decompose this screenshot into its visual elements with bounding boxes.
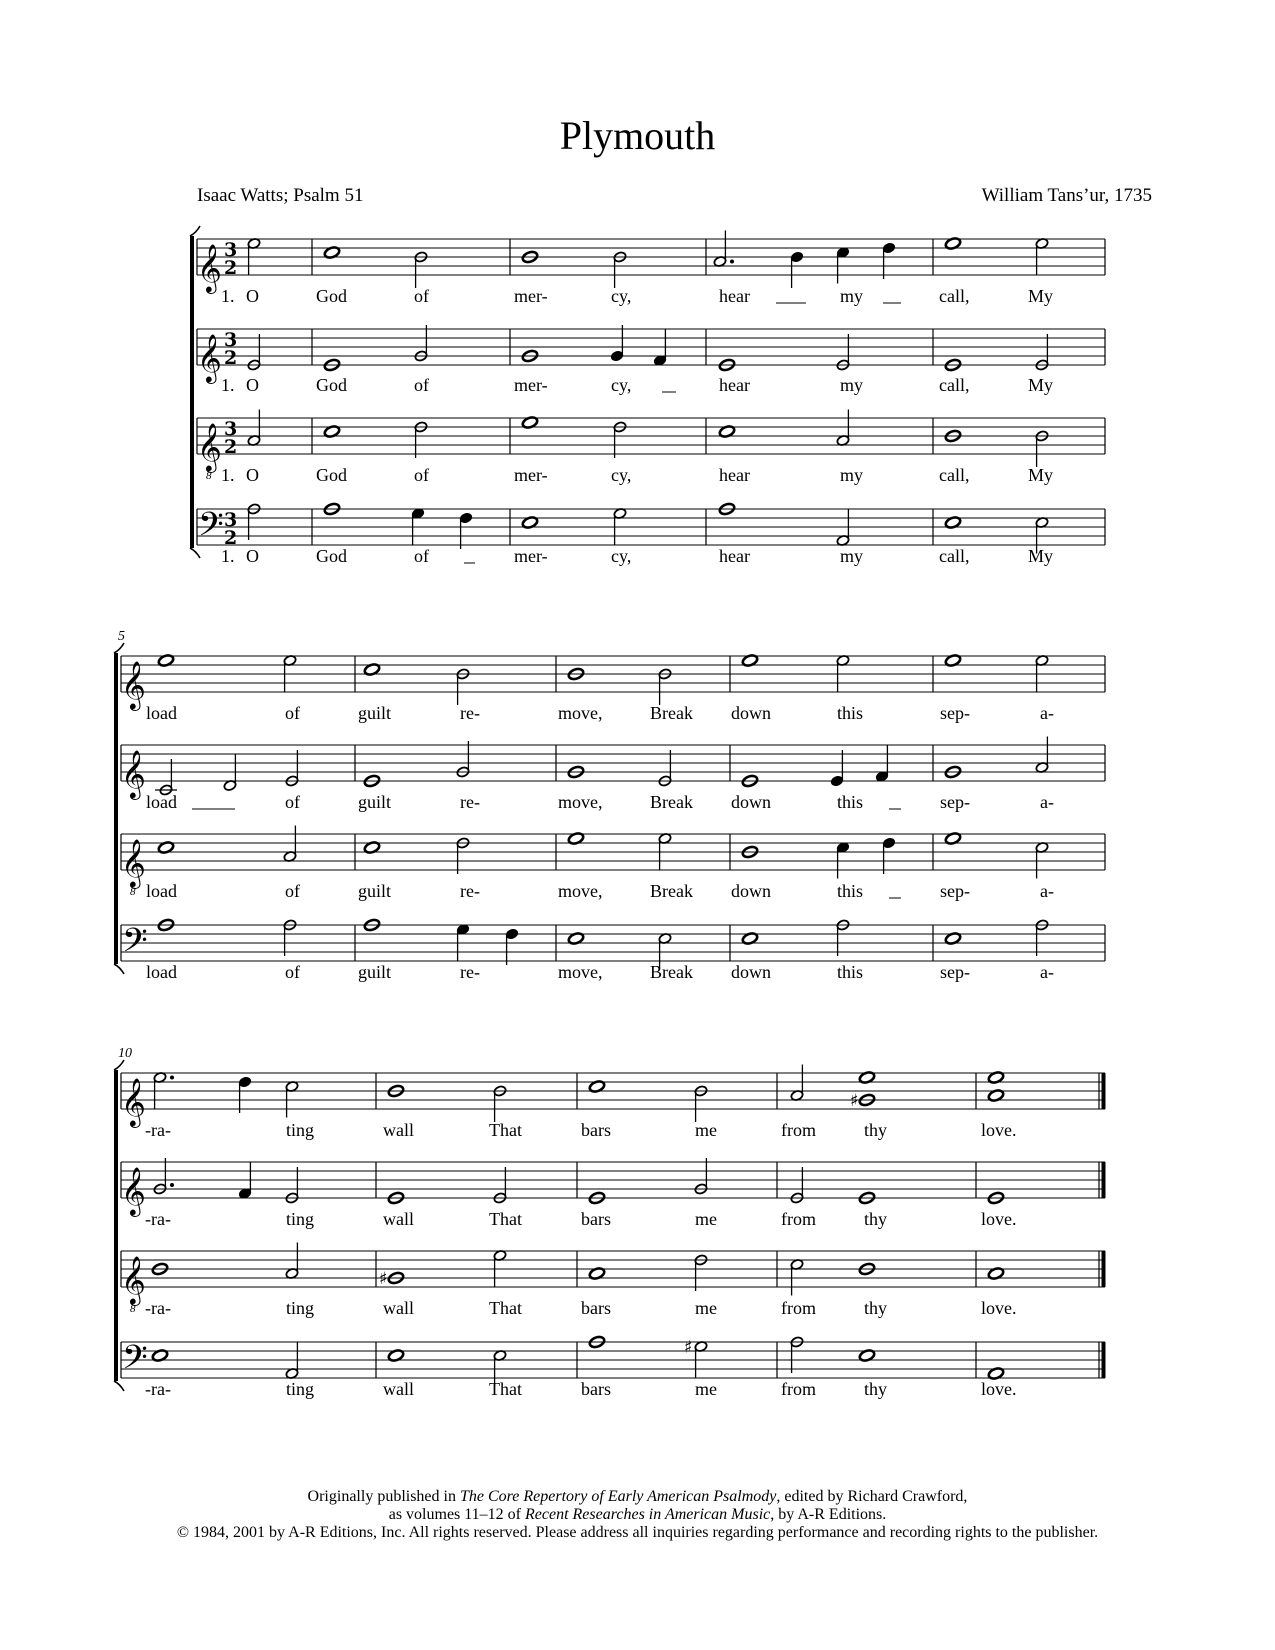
time-signature-denominator: 2 xyxy=(224,347,238,369)
svg-text:𝄞: 𝄞 xyxy=(121,749,146,798)
time-signature-denominator: 2 xyxy=(224,436,238,458)
treble-clef-icon xyxy=(121,1077,146,1128)
lyric-syllable: My xyxy=(1028,375,1054,395)
lyric-syllable: this xyxy=(837,703,864,723)
svg-text:𝄢: 𝄢 xyxy=(122,1339,148,1385)
note xyxy=(285,1167,299,1204)
lyric-syllable: God xyxy=(316,546,347,566)
lyric-syllable: That xyxy=(489,1298,522,1318)
note xyxy=(459,512,473,549)
lyric-syllable: of xyxy=(285,792,300,812)
note xyxy=(882,837,896,874)
note xyxy=(285,1080,299,1117)
lyric-syllable: move, xyxy=(558,962,603,982)
lyric-syllable: God xyxy=(316,465,347,485)
lyric-syllable: move, xyxy=(558,881,603,901)
note xyxy=(285,750,299,787)
lyric-syllable: 1. xyxy=(221,286,235,306)
lyric-syllable: mer- xyxy=(514,546,548,566)
lyric-syllable: ting xyxy=(286,1298,315,1318)
bass-clef-icon xyxy=(122,922,148,968)
lyric-syllable: ting xyxy=(286,1120,315,1140)
note xyxy=(1035,237,1049,274)
lyric-syllable: hear xyxy=(719,465,750,485)
note xyxy=(247,410,261,447)
lyric-syllable: a- xyxy=(1040,703,1054,723)
lyric-syllable: wall xyxy=(383,1298,414,1318)
lyric-syllable: My xyxy=(1028,286,1054,306)
note xyxy=(493,1085,507,1122)
note xyxy=(1035,841,1049,878)
lyric-syllable: cy, xyxy=(611,546,632,566)
note xyxy=(1035,919,1049,956)
note xyxy=(694,1254,708,1291)
alto-clef-icon xyxy=(121,749,146,800)
lyric-syllable: of xyxy=(414,375,429,395)
note xyxy=(790,1336,804,1373)
lyric-syllable: this xyxy=(837,881,864,901)
lyric-syllable: from xyxy=(781,1298,816,1318)
lyric-syllable: wall xyxy=(383,1209,414,1229)
lyric-syllable: my xyxy=(840,286,864,306)
lyric-syllable: re- xyxy=(460,703,480,723)
lyric-syllable: -ra- xyxy=(145,1209,171,1229)
lyric-syllable: of xyxy=(414,465,429,485)
page-title: Plymouth xyxy=(559,113,716,158)
note xyxy=(456,741,470,778)
lyric-syllable: down xyxy=(731,881,771,901)
lyric-syllable: 1. xyxy=(221,546,235,566)
svg-text:8: 8 xyxy=(130,886,136,898)
lyric-syllable: sep- xyxy=(940,703,970,723)
time-signature-numerator: 3 xyxy=(224,509,238,531)
alto-clef-icon xyxy=(197,333,222,384)
lyric-syllable: ting xyxy=(286,1209,315,1229)
lyric-syllable: Break xyxy=(650,703,693,723)
note xyxy=(790,251,804,288)
bracket-hook-top xyxy=(114,1060,124,1070)
lyric-syllable: hear xyxy=(719,546,750,566)
note xyxy=(836,841,850,878)
note xyxy=(414,421,428,458)
lyric-syllable: love. xyxy=(981,1379,1017,1399)
note xyxy=(850,1091,876,1111)
lyric-syllable: My xyxy=(1028,465,1054,485)
lyric-syllable: down xyxy=(731,792,771,812)
composer-credit: William Tans’ur, 1735 xyxy=(981,185,1152,206)
note xyxy=(830,750,844,787)
note xyxy=(456,668,470,705)
svg-text:♯: ♯ xyxy=(684,1337,693,1358)
note xyxy=(613,251,627,288)
lyric-syllable: sep- xyxy=(940,881,970,901)
tenor-clef-icon xyxy=(121,838,146,898)
note xyxy=(613,507,627,544)
lyric-syllable: Break xyxy=(650,792,693,812)
lyric-syllable: guilt xyxy=(358,792,392,812)
footer xyxy=(0,1488,1275,1542)
lyric-syllable: down xyxy=(731,962,771,982)
note xyxy=(493,1167,507,1204)
lyric-syllable: 1. xyxy=(221,465,235,485)
lyric-syllable: from xyxy=(781,1379,816,1399)
time-signature-numerator: 3 xyxy=(224,418,238,440)
svg-text:𝄞: 𝄞 xyxy=(197,422,222,471)
time-signature-denominator: 2 xyxy=(224,527,238,549)
note xyxy=(790,1167,804,1204)
lyric-syllable: thy xyxy=(864,1379,888,1399)
footer-line-3: © 1984, 2001 by A-R Editions, Inc. All rights reserved. Please address all inquiries regarding performance and recording rights to the publisher. xyxy=(176,1524,1099,1541)
lyric-syllable: hear xyxy=(719,286,750,306)
lyric-syllable: love. xyxy=(981,1209,1017,1229)
lyric-syllable: me xyxy=(695,1120,717,1140)
lyric-syllable: me xyxy=(695,1298,717,1318)
lyric-syllable: thy xyxy=(864,1298,888,1318)
lyric-syllable: from xyxy=(781,1209,816,1229)
note xyxy=(836,919,850,956)
svg-text:𝄢: 𝄢 xyxy=(198,506,224,552)
lyric-syllable: me xyxy=(695,1379,717,1399)
lyric-syllable: load xyxy=(146,792,177,812)
svg-text:𝄞: 𝄞 xyxy=(197,243,222,292)
note xyxy=(836,654,850,691)
note xyxy=(379,1269,405,1289)
lyric-syllable: call, xyxy=(939,375,970,395)
treble-clef-icon xyxy=(197,243,222,294)
lyric-syllable: love. xyxy=(981,1298,1017,1318)
time-signature-numerator: 3 xyxy=(224,239,238,261)
lyric-syllable: bars xyxy=(581,1298,611,1318)
lyric-syllable: O xyxy=(246,546,259,566)
note xyxy=(493,1249,507,1286)
note xyxy=(283,654,297,691)
note xyxy=(694,1085,708,1122)
lyric-syllable: hear xyxy=(719,375,750,395)
svg-text:𝄢: 𝄢 xyxy=(122,922,148,968)
note xyxy=(658,750,672,787)
note xyxy=(155,759,177,796)
lyric-syllable: -ra- xyxy=(145,1120,171,1140)
lyric-syllable: me xyxy=(695,1209,717,1229)
note xyxy=(1035,737,1049,774)
note xyxy=(223,755,237,792)
note xyxy=(613,421,627,458)
lyric-syllable: guilt xyxy=(358,881,392,901)
lyric-syllable: bars xyxy=(581,1209,611,1229)
note xyxy=(414,251,428,288)
alto-clef-icon xyxy=(121,1166,146,1217)
bracket-hook-top xyxy=(190,226,200,236)
svg-text:𝄞: 𝄞 xyxy=(121,1077,146,1126)
time-signature-denominator: 2 xyxy=(224,257,238,279)
note xyxy=(836,334,850,371)
lyric-syllable: wall xyxy=(383,1120,414,1140)
lyric-syllable: from xyxy=(781,1120,816,1140)
lyric-syllable: My xyxy=(1028,546,1054,566)
lyric-syllable: That xyxy=(489,1379,522,1399)
lyric-syllable: -ra- xyxy=(145,1379,171,1399)
lyric-syllable: call, xyxy=(939,286,970,306)
lyric-syllable: -ra- xyxy=(145,1298,171,1318)
lyric-syllable: thy xyxy=(864,1209,888,1229)
note xyxy=(247,503,261,540)
svg-text:𝄞: 𝄞 xyxy=(121,838,146,887)
note xyxy=(411,507,425,544)
note xyxy=(790,1065,804,1102)
lyric-syllable: this xyxy=(837,792,864,812)
time-signature-numerator: 3 xyxy=(224,329,238,351)
lyric-syllable: wall xyxy=(383,1379,414,1399)
lyric-syllable: cy, xyxy=(611,375,632,395)
bracket-hook-top xyxy=(114,643,124,653)
lyric-syllable: call, xyxy=(939,546,970,566)
note xyxy=(694,1158,708,1195)
lyric-syllable: mer- xyxy=(514,375,548,395)
note xyxy=(1035,654,1049,691)
measure-number: 5 xyxy=(118,629,125,644)
lyric-syllable: move, xyxy=(558,703,603,723)
note xyxy=(456,837,470,874)
note xyxy=(836,510,850,547)
lyric-syllable: call, xyxy=(939,465,970,485)
lyric-syllable: That xyxy=(489,1120,522,1140)
lyric-syllable: my xyxy=(840,546,864,566)
lyric-syllable: re- xyxy=(460,881,480,901)
note xyxy=(238,1163,252,1200)
note xyxy=(238,1076,252,1113)
note xyxy=(505,928,519,965)
note xyxy=(285,1243,299,1280)
note xyxy=(153,1158,174,1195)
poet-credit: Isaac Watts; Psalm 51 xyxy=(197,185,364,206)
note xyxy=(610,325,624,362)
lyric-syllable: a- xyxy=(1040,881,1054,901)
treble-clef-icon xyxy=(121,660,146,711)
lyric-syllable: mer- xyxy=(514,465,548,485)
lyric-syllable: sep- xyxy=(940,792,970,812)
lyric-syllable: my xyxy=(840,465,864,485)
svg-text:8: 8 xyxy=(130,1303,136,1315)
note xyxy=(882,242,896,279)
lyric-syllable: load xyxy=(146,962,177,982)
lyric-syllable: Break xyxy=(650,881,693,901)
tenor-clef-icon xyxy=(121,1255,146,1315)
note xyxy=(653,330,667,367)
lyric-syllable: sep- xyxy=(940,962,970,982)
svg-text:♯: ♯ xyxy=(379,1269,388,1289)
note xyxy=(836,246,850,283)
svg-text:8: 8 xyxy=(206,470,212,482)
lyric-syllable: re- xyxy=(460,962,480,982)
note xyxy=(283,826,297,863)
note xyxy=(153,1071,174,1108)
note xyxy=(285,1343,299,1380)
note xyxy=(283,919,297,956)
lyric-syllable: That xyxy=(489,1209,522,1229)
note xyxy=(456,923,470,960)
note xyxy=(875,746,889,783)
lyric-syllable: a- xyxy=(1040,792,1054,812)
note xyxy=(414,325,428,362)
lyric-syllable: O xyxy=(246,286,259,306)
lyric-syllable: this xyxy=(837,962,864,982)
lyric-syllable: re- xyxy=(460,792,480,812)
note xyxy=(1035,334,1049,371)
lyric-syllable: O xyxy=(246,465,259,485)
svg-text:♯: ♯ xyxy=(850,1091,859,1111)
note xyxy=(790,1258,804,1295)
lyric-syllable: 1. xyxy=(221,375,235,395)
lyric-syllable: of xyxy=(414,546,429,566)
lyric-syllable: mer- xyxy=(514,286,548,306)
note xyxy=(658,832,672,869)
note xyxy=(684,1338,708,1378)
lyric-syllable: load xyxy=(146,703,177,723)
svg-text:𝄞: 𝄞 xyxy=(121,1166,146,1215)
lyric-syllable: of xyxy=(285,881,300,901)
lyric-syllable: ting xyxy=(286,1379,315,1399)
svg-text:𝄞: 𝄞 xyxy=(121,1255,146,1304)
lyric-syllable: cy, xyxy=(611,465,632,485)
lyric-syllable: guilt xyxy=(358,962,392,982)
lyric-syllable: of xyxy=(285,962,300,982)
lyric-syllable: love. xyxy=(981,1120,1017,1140)
lyric-syllable: bars xyxy=(581,1379,611,1399)
footer-line-1: Originally published in The Core Repertory of Early American Psalmody, edited by Richard Crawford, xyxy=(307,1488,968,1505)
svg-text:𝄞: 𝄞 xyxy=(197,333,222,382)
lyric-syllable: Break xyxy=(650,962,693,982)
note xyxy=(713,231,734,268)
lyric-syllable: God xyxy=(316,286,347,306)
lyric-syllable: of xyxy=(285,703,300,723)
bass-clef-icon xyxy=(122,1339,148,1385)
lyric-syllable: a- xyxy=(1040,962,1054,982)
note xyxy=(836,410,850,447)
lyric-syllable: thy xyxy=(864,1120,888,1140)
lyric-syllable: cy, xyxy=(611,286,632,306)
note xyxy=(247,334,261,371)
note xyxy=(247,237,261,274)
lyric-syllable: down xyxy=(731,703,771,723)
lyric-syllable: move, xyxy=(558,792,603,812)
tenor-clef-icon xyxy=(197,422,222,482)
lyric-syllable: my xyxy=(840,375,864,395)
note xyxy=(1035,430,1049,467)
svg-text:𝄞: 𝄞 xyxy=(121,660,146,709)
measure-number: 10 xyxy=(118,1046,132,1061)
lyric-syllable: O xyxy=(246,375,259,395)
lyric-syllable: of xyxy=(414,286,429,306)
lyric-syllable: God xyxy=(316,375,347,395)
footer-line-2: as volumes 11–12 of Recent Researches in American Music, by A-R Editions. xyxy=(388,1506,887,1523)
lyric-syllable: bars xyxy=(581,1120,611,1140)
bass-clef-icon xyxy=(198,506,224,552)
note xyxy=(658,668,672,705)
lyric-syllable: guilt xyxy=(358,703,392,723)
lyric-syllable: load xyxy=(146,881,177,901)
